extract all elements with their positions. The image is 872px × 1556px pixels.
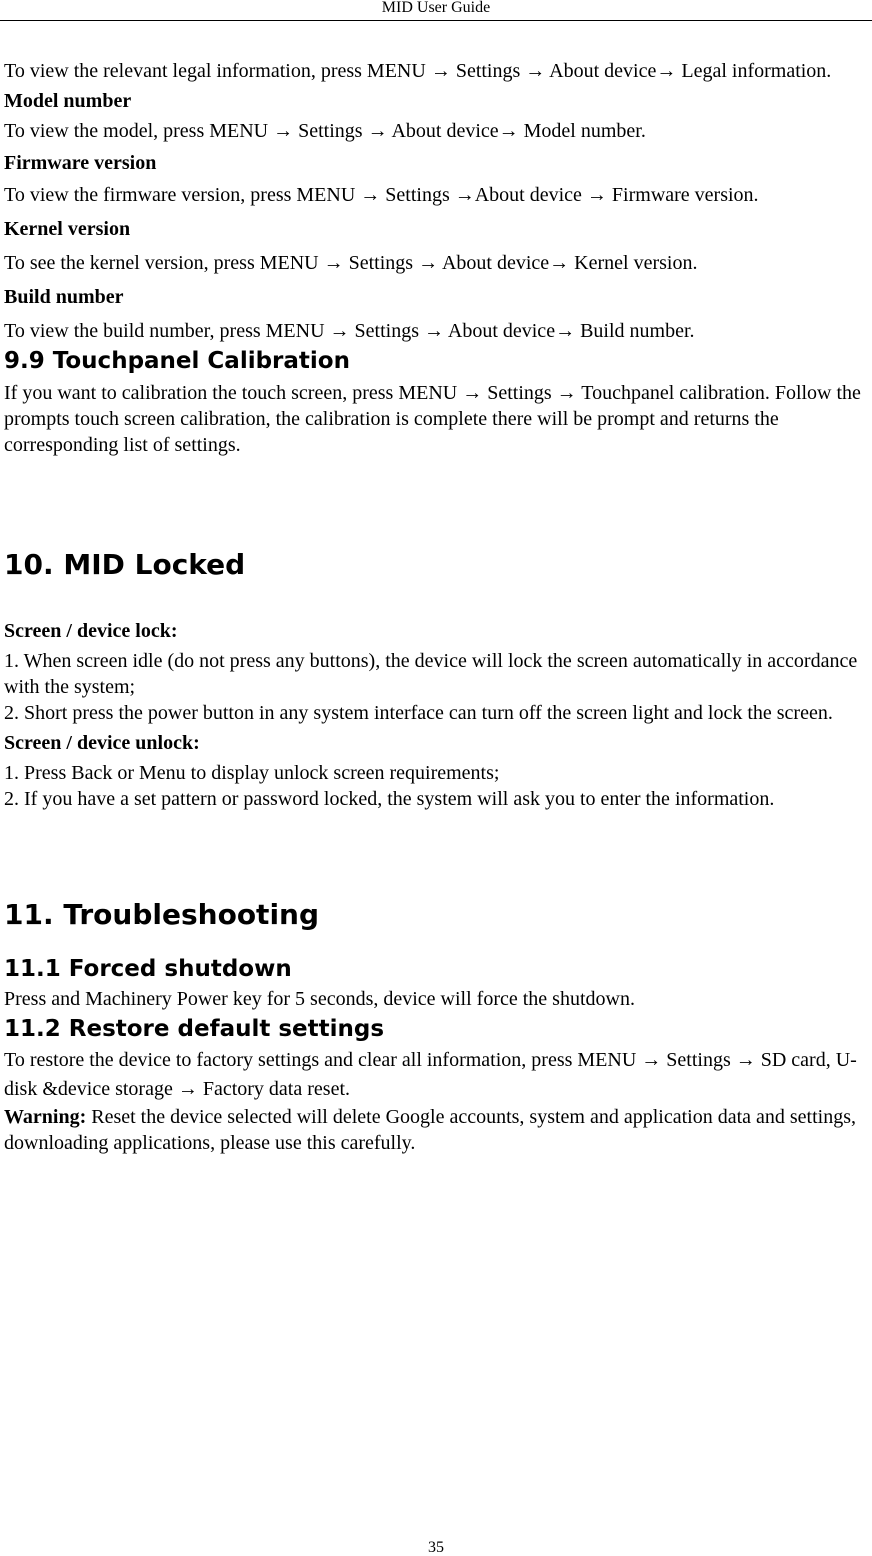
restore-defaults-text: To restore the device to factory settings and clear all information, press MENU → Settings → SD card, U-disk &device storage → Factory data reset. (4, 1049, 857, 1100)
warning-paragraph (4, 1104, 868, 1156)
firmware-version-text: To view the firmware version, press MENU → Settings →About device → Firmware version. (4, 184, 759, 206)
model-number-heading: Model number (4, 90, 132, 112)
page-number: 35 (428, 1539, 444, 1556)
unlock-heading: Screen / device unlock: (4, 732, 200, 754)
forced-shutdown-heading: 11.1 Forced shutdown (4, 956, 292, 982)
warning-label: Warning: (4, 1106, 87, 1128)
unlock-item: 1. Press Back or Menu to display unlock screen requirements; (4, 762, 500, 784)
unlock-item: 2. If you have a set pattern or password locked, the system will ask you to enter the information. (4, 788, 775, 810)
page-header: MID User Guide (0, 0, 872, 21)
model-number-text: To view the model, press MENU → Settings → About device→ Model number. (4, 120, 646, 142)
lock-item: 1. When screen idle (do not press any buttons), the device will lock the screen automatically in accordance with the system; (4, 650, 858, 698)
build-number-text: To view the build number, press MENU → Settings → About device→ Build number. (4, 320, 695, 342)
touchpanel-heading: 9.9 Touchpanel Calibration (4, 348, 350, 374)
firmware-version-heading: Firmware version (4, 152, 157, 174)
restore-defaults-heading: 11.2 Restore default settings (4, 1016, 385, 1042)
kernel-version-heading: Kernel version (4, 218, 131, 240)
build-number-heading: Build number (4, 286, 124, 308)
kernel-version-text: To see the kernel version, press MENU → Settings → About device→ Kernel version. (4, 252, 698, 274)
forced-shutdown-text: Press and Machinery Power key for 5 seconds, device will force the shutdown. (4, 988, 635, 1010)
troubleshooting-heading: 11. Troubleshooting (4, 898, 320, 931)
touchpanel-text: If you want to calibration the touch screen, press MENU → Settings → Touchpanel calibration. Follow the prompts touch screen calibration, the calibration is complete there will be prompt and returns the corresponding list of settings. (4, 382, 861, 456)
page-content (4, 58, 868, 1156)
mid-locked-heading: 10. MID Locked (4, 548, 246, 581)
lock-heading: Screen / device lock: (4, 620, 178, 642)
warning-text: Reset the device selected will delete Google accounts, system and application data and settings, downloading applications, please use this carefully. (4, 1106, 857, 1154)
legal-info-text: To view the relevant legal information, press MENU → Settings → About device→ Legal information. (4, 60, 832, 82)
lock-item: 2. Short press the power button in any system interface can turn off the screen light and lock the screen. (4, 702, 833, 724)
